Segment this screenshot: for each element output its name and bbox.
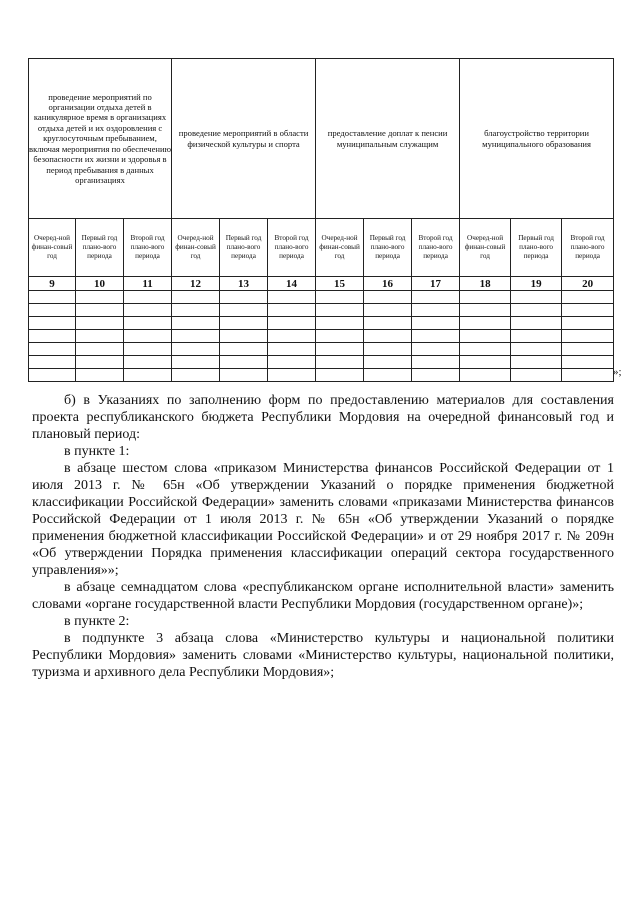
subheader-cell: Первый год плано-вого периода [364,219,412,277]
column-number: 13 [220,277,268,291]
column-number: 10 [76,277,124,291]
paragraph: б) в Указаниях по заполнению форм по предоставлению материалов для составления проекта республиканского бюджета Республики Мордовия на очередной финансовый год и плановый период: [32,393,614,442]
empty-table-row [29,343,614,356]
subheader-cell: Первый год плано-вого периода [76,219,124,277]
column-number: 20 [562,277,614,291]
subheader-cell: Второй год плано-вого периода [124,219,172,277]
subheader-cell: Первый год плано-вого периода [511,219,562,277]
subheader-cell: Очеред-ной финан-совый год [29,219,76,277]
subheader-cell: Очеред-ной финан-совый год [460,219,511,277]
budget-form-table [28,58,614,382]
empty-table-row [29,330,614,343]
subheader-cell: Второй год плано-вого периода [412,219,460,277]
paragraph: в подпункте 3 абзаца слова «Министерство культуры и национальной политики Республики Мордовия» заменить словами «Министерство культуры, национальной политики, туризма и архивного дела Республики Мордовия»; [32,631,614,680]
subheader-cell: Первый год плано-вого периода [220,219,268,277]
column-number-row [29,277,614,291]
column-number: 15 [316,277,364,291]
group-header-pension: предоставление доплат к пенсии муниципальным служащим [316,59,460,219]
empty-table-row [29,356,614,369]
paragraph: в пункте 2: [64,614,130,629]
subheader-cell: Второй год плано-вого периода [268,219,316,277]
column-number: 14 [268,277,316,291]
empty-table-row [29,291,614,304]
closing-quote: »; [613,366,622,378]
paragraph: в пункте 1: [64,444,130,459]
column-number: 17 [412,277,460,291]
document-body [32,392,614,681]
paragraph: в абзаце семнадцатом слова «республиканском органе исполнительной власти» заменить словами «органе государственной власти Республики Мордовия (государственном органе)»; [32,580,614,612]
empty-table-row [29,369,614,382]
empty-table-row [29,317,614,330]
subheader-cell: Очеред-ной финан-совый год [172,219,220,277]
column-number: 11 [124,277,172,291]
column-number: 12 [172,277,220,291]
column-number: 18 [460,277,511,291]
empty-table-row [29,304,614,317]
column-number: 19 [511,277,562,291]
group-header-improvement: благоустройство территории муниципального образования [460,59,614,219]
paragraph: в абзаце шестом слова «приказом Министерства финансов Российской Федерации от 1 июля 2013 г. № 65н «Об утверждении Указаний о порядке применения бюджетной классификации Российской Федерации» заменить словами «приказами Министерства финансов Российской Федерации от 1 июля 2013 г. № 65н «Об утверждении Указаний о порядке применения бюджетной классификации Российской Федерации» и от 29 ноября 2017 г. № 209н «Об утверждении Порядка применения классификации операций сектора государственного управления»»; [32,461,614,578]
column-number: 16 [364,277,412,291]
subheader-cell: Очеред-ной финан-совый год [316,219,364,277]
column-number: 9 [29,277,76,291]
group-header-sport: проведение мероприятий в области физической культуры и спорта [172,59,316,219]
group-header-children-rest: проведение мероприятий по организации отдыха детей в каникулярное время в организациях отдыха детей и их оздоровления с круглосуточным пребыванием, включая мероприятия по обеспечению безопасности их жизни и здоровья в период пребывания в данных организациях [29,59,172,219]
subheader-cell: Второй год плано-вого периода [562,219,614,277]
